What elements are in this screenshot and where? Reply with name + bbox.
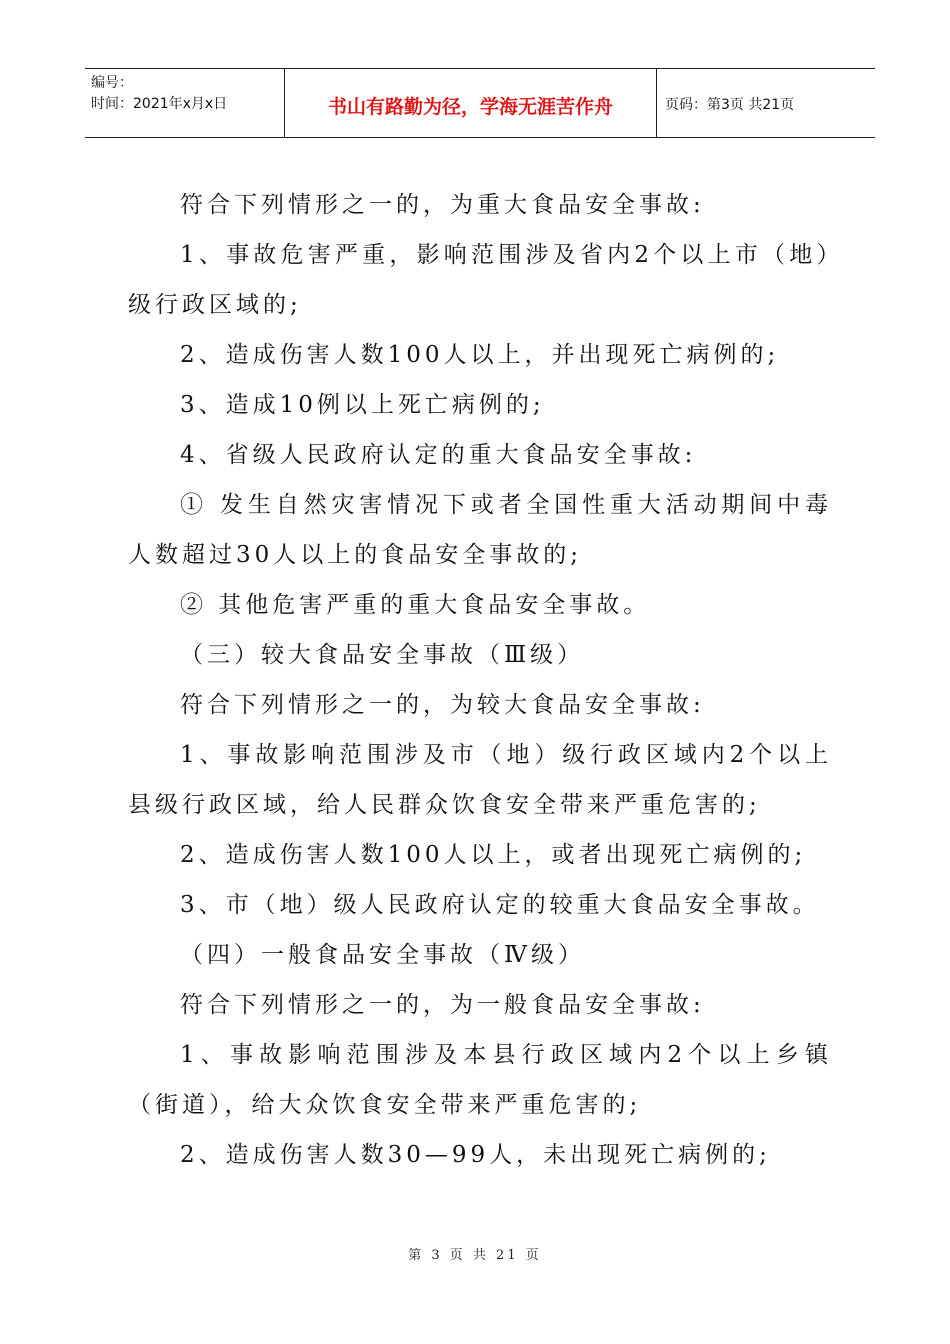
paragraph: 2、造成伤害人数30—99人，未出现死亡病例的; — [180, 1142, 771, 1168]
document-body — [128, 180, 832, 1180]
paragraph: 1、事故影响范围涉及本县行政区域内2个以上乡镇（街道），给大众饮食安全带来严重危害的; — [128, 1042, 832, 1118]
header-number: 编号： — [91, 75, 133, 91]
paragraph: 1、事故危害严重，影响范围涉及省内2个以上市（地）级行政区域的; — [128, 242, 832, 318]
paragraph: 符合下列情形之一的，为较大食品安全事故: — [180, 692, 705, 718]
paragraph: 符合下列情形之一的，为一般食品安全事故: — [180, 992, 705, 1018]
paragraph: 3、市（地）级人民政府认定的较重大食品安全事故。 — [180, 892, 820, 918]
header-meta — [85, 69, 285, 137]
paragraph: 符合下列情形之一的，为重大食品安全事故: — [180, 192, 705, 218]
paragraph: ② 其他危害严重的重大食品安全事故。 — [180, 592, 651, 618]
page-footer: 第 3 页 共 21 页 — [408, 1248, 542, 1263]
header-motto: 书山有路勤为径，学海无涯苦作舟 — [285, 69, 657, 137]
paragraph: 2、造成伤害人数100人以上，并出现死亡病例的; — [180, 342, 780, 368]
header-page-number: 页码：第3页 共21页 — [665, 97, 795, 113]
header-time: 时间：2021年x月x日 — [91, 96, 228, 112]
paragraph: ① 发生自然灾害情况下或者全国性重大活动期间中毒人数超过30人以上的食品安全事故的; — [128, 492, 832, 568]
paragraph: 1、事故影响范围涉及市（地）级行政区域内2个以上县级行政区域，给人民群众饮食安全带来严重危害的; — [128, 742, 832, 818]
paragraph: 3、造成10例以上死亡病例的; — [180, 392, 545, 418]
page-header — [85, 68, 875, 138]
section-heading: （三）较大食品安全事故（Ⅲ级） — [180, 642, 585, 668]
section-heading: （四）一般食品安全事故（Ⅳ级） — [180, 942, 585, 968]
paragraph: 2、造成伤害人数100人以上，或者出现死亡病例的; — [180, 842, 807, 868]
paragraph: 4、省级人民政府认定的重大食品安全事故: — [180, 442, 697, 468]
